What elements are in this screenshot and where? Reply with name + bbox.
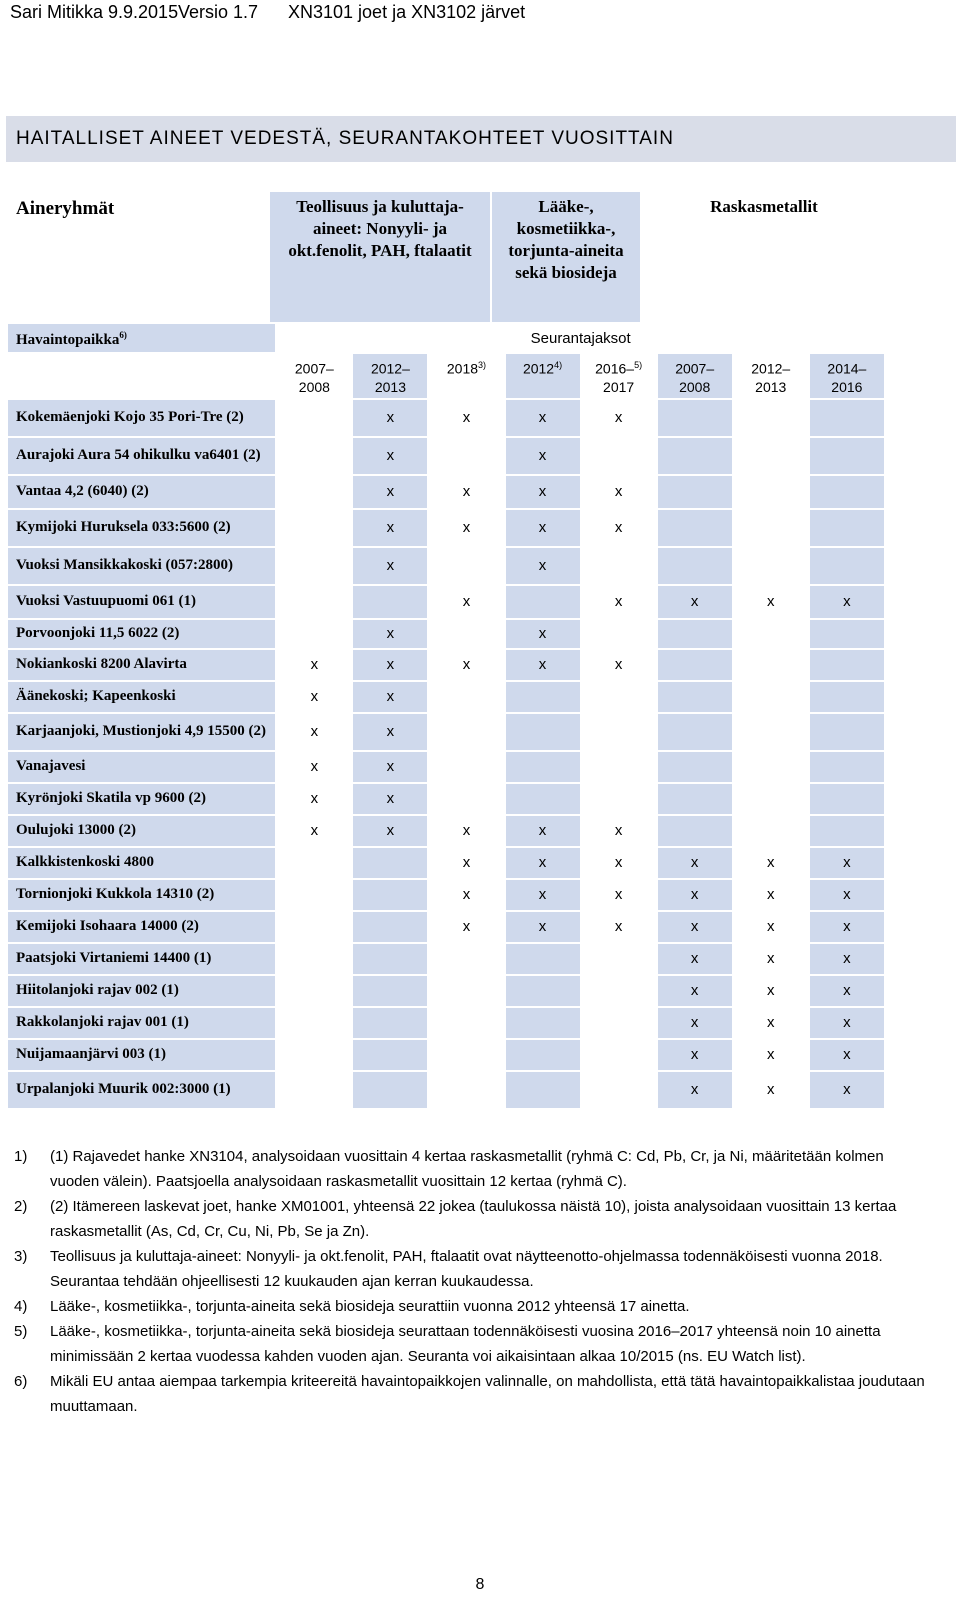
mark-cell: x	[428, 879, 504, 911]
mark-cell	[809, 547, 885, 585]
location-name: Vuoksi Vastuupuomi 061 (1)	[7, 585, 276, 619]
period-row	[7, 353, 885, 399]
mark-cell	[733, 783, 809, 815]
mark-cell: x	[505, 911, 581, 943]
mark-cell	[733, 547, 809, 585]
mark-cell	[276, 1071, 352, 1109]
footnote-number: 6)	[14, 1373, 28, 1390]
table-row	[7, 879, 885, 911]
mark-cell: x	[505, 619, 581, 649]
mark-cell: x	[505, 649, 581, 681]
footnote-number: 1)	[14, 1148, 28, 1165]
location-name: Tornionjoki Kukkola 14310 (2)	[7, 879, 276, 911]
mark-cell	[809, 509, 885, 547]
mark-cell	[276, 1039, 352, 1071]
mark-cell	[657, 437, 733, 475]
mark-cell: x	[352, 475, 428, 509]
footnote	[14, 1194, 934, 1244]
mark-cell	[657, 713, 733, 751]
period-row-spacer	[7, 353, 276, 399]
mark-cell: x	[352, 649, 428, 681]
mark-cell: x	[733, 847, 809, 879]
mark-cell	[428, 943, 504, 975]
table-row	[7, 815, 885, 847]
mark-cell	[505, 1071, 581, 1109]
mark-cell: x	[352, 713, 428, 751]
mark-cell	[505, 713, 581, 751]
mark-cell	[352, 847, 428, 879]
mark-cell	[276, 911, 352, 943]
mark-cell: x	[428, 509, 504, 547]
footnote	[14, 1294, 934, 1319]
mark-cell	[276, 847, 352, 879]
mark-cell	[657, 399, 733, 437]
mark-cell: x	[352, 681, 428, 713]
location-name: Karjaanjoki, Mustionjoki 4,9 15500 (2)	[7, 713, 276, 751]
mark-cell: x	[276, 783, 352, 815]
mark-cell	[809, 713, 885, 751]
page-header	[10, 2, 525, 23]
footnote-number: 2)	[14, 1198, 28, 1215]
mark-cell	[276, 509, 352, 547]
footnote	[14, 1244, 934, 1294]
location-name: Vuoksi Mansikkakoski (057:2800)	[7, 547, 276, 585]
mark-cell	[809, 815, 885, 847]
table-row	[7, 783, 885, 815]
location-name: Nokiankoski 8200 Alavirta	[7, 649, 276, 681]
mark-cell	[352, 1039, 428, 1071]
mark-cell: x	[352, 547, 428, 585]
mark-cell	[657, 783, 733, 815]
mark-cell	[657, 681, 733, 713]
period-1: 2012– 2013	[352, 353, 428, 399]
footnote-text: (1) Rajavedet hanke XN3104, analysoidaan vuosittain 4 kertaa raskasmetallit (ryhmä C: Cd, Pb, Cr, ja Ni, määritetään kolmen vuoden välein). Paatsjoella analysoidaan raskasmetallit vuosittain 12 kertaa (ryhmä C).	[50, 1148, 884, 1190]
footnote-number: 3)	[14, 1248, 28, 1265]
location-name: Kymijoki Huruksela 033:5600 (2)	[7, 509, 276, 547]
mark-cell	[505, 1007, 581, 1039]
mark-cell	[657, 509, 733, 547]
mark-cell: x	[733, 585, 809, 619]
footnote	[14, 1369, 934, 1419]
mark-cell	[276, 547, 352, 585]
banner-title: HAITALLISET AINEET VEDESTÄ, SEURANTAKOHTEET VUOSITTAIN	[16, 128, 674, 149]
table-row	[7, 649, 885, 681]
footnotes	[14, 1144, 934, 1419]
mark-cell: x	[428, 399, 504, 437]
location-name: Vantaa 4,2 (6040) (2)	[7, 475, 276, 509]
mark-cell	[428, 547, 504, 585]
mark-cell: x	[657, 1071, 733, 1109]
footnote-text: (2) Itämereen laskevat joet, hanke XM01001, yhteensä 22 jokea (taulukossa näistä 10), joista analysoidaan vuosittain 13 kertaa raskasmetallit (As, Cd, Cr, Cu, Ni, Pb, Se ja Zn).	[50, 1198, 897, 1240]
mark-cell	[276, 1007, 352, 1039]
period-0: 2007– 2008	[276, 353, 352, 399]
mark-cell	[276, 943, 352, 975]
mark-cell	[657, 619, 733, 649]
table-row	[7, 399, 885, 437]
mark-cell	[581, 975, 657, 1007]
mark-cell: x	[276, 713, 352, 751]
table-row	[7, 1007, 885, 1039]
page-number: 8	[475, 1576, 485, 1593]
mark-cell: x	[428, 815, 504, 847]
mark-cell: x	[581, 879, 657, 911]
mark-cell: x	[809, 1007, 885, 1039]
mark-cell: x	[733, 1039, 809, 1071]
mark-cell: x	[809, 1071, 885, 1109]
mark-cell	[733, 399, 809, 437]
mark-cell: x	[657, 911, 733, 943]
mark-cell	[657, 547, 733, 585]
mark-cell	[733, 509, 809, 547]
title-banner	[6, 116, 956, 162]
table-row	[7, 509, 885, 547]
mark-cell: x	[505, 437, 581, 475]
mark-cell	[428, 713, 504, 751]
mark-cell: x	[428, 649, 504, 681]
mark-cell	[352, 943, 428, 975]
mark-cell	[352, 1071, 428, 1109]
mark-cell	[505, 681, 581, 713]
mark-cell	[276, 475, 352, 509]
mark-cell	[428, 1007, 504, 1039]
mark-cell: x	[581, 649, 657, 681]
footnote-number: 4)	[14, 1298, 28, 1315]
mark-cell	[276, 399, 352, 437]
mark-cell: x	[505, 547, 581, 585]
table-row	[7, 1071, 885, 1109]
groups-label: Aineryhmät	[7, 191, 269, 329]
period-5: 2007– 2008	[657, 353, 733, 399]
mark-cell: x	[733, 975, 809, 1007]
mark-cell	[428, 751, 504, 783]
location-name: Urpalanjoki Muurik 002:3000 (1)	[7, 1071, 276, 1109]
group-pharma: Lääke-, kosmetiikka-, torjunta-aineita sekä biosideja	[491, 191, 641, 329]
mark-cell	[809, 751, 885, 783]
mark-cell: x	[733, 879, 809, 911]
mark-cell	[733, 475, 809, 509]
mark-cell	[428, 783, 504, 815]
table-row	[7, 847, 885, 879]
mark-cell	[276, 619, 352, 649]
mark-cell: x	[505, 879, 581, 911]
mark-cell: x	[809, 847, 885, 879]
table-row	[7, 943, 885, 975]
location-name: Äänekoski; Kapeenkoski	[7, 681, 276, 713]
location-header: Havaintopaikka$^{6)}$	[7, 323, 276, 353]
mark-cell: x	[428, 475, 504, 509]
mark-cell: x	[657, 1007, 733, 1039]
mark-cell: x	[657, 943, 733, 975]
mark-cell: x	[352, 399, 428, 437]
mark-cell	[352, 1007, 428, 1039]
header-author-date: Sari Mitikka 9.9.2015	[10, 2, 179, 22]
mark-cell	[276, 585, 352, 619]
mark-cell	[581, 1039, 657, 1071]
mark-cell: x	[428, 847, 504, 879]
mark-cell	[428, 681, 504, 713]
mark-cell	[352, 911, 428, 943]
table-row	[7, 619, 885, 649]
location-name: Aurajoki Aura 54 ohikulku va6401 (2)	[7, 437, 276, 475]
mark-cell	[733, 713, 809, 751]
table-row	[7, 585, 885, 619]
mark-cell: x	[809, 879, 885, 911]
mark-cell: x	[276, 649, 352, 681]
mark-cell	[428, 437, 504, 475]
location-name: Porvoonjoki 11,5 6022 (2)	[7, 619, 276, 649]
mark-cell	[809, 649, 885, 681]
period-4: 2016–$^{5)}$ 2017	[581, 353, 657, 399]
group-industrial: Teollisuus ja kuluttaja-aineet: Nonyyli- ja okt.fenolit, PAH, ftalaatit	[269, 191, 491, 329]
mark-cell: x	[276, 815, 352, 847]
mark-cell: x	[581, 509, 657, 547]
mark-cell: x	[276, 681, 352, 713]
mark-cell	[428, 619, 504, 649]
mark-cell: x	[657, 879, 733, 911]
mark-cell	[733, 649, 809, 681]
mark-cell	[505, 1039, 581, 1071]
mark-cell: x	[505, 815, 581, 847]
mark-cell	[428, 1071, 504, 1109]
period-6: 2012– 2013	[733, 353, 809, 399]
mark-cell	[809, 399, 885, 437]
monitoring-table	[6, 322, 886, 1110]
mark-cell: x	[581, 475, 657, 509]
mark-cell	[428, 1039, 504, 1071]
footnote-number: 5)	[14, 1323, 28, 1340]
mark-cell	[581, 943, 657, 975]
mark-cell	[809, 619, 885, 649]
period-3: 2012$^{4)}$	[505, 353, 581, 399]
mark-cell	[581, 713, 657, 751]
mark-cell: x	[809, 911, 885, 943]
period-7: 2014– 2016	[809, 353, 885, 399]
mark-cell	[581, 751, 657, 783]
period-2: 2018$^{3)}$	[428, 353, 504, 399]
mark-cell: x	[352, 751, 428, 783]
mark-cell: x	[657, 847, 733, 879]
mark-cell: x	[581, 847, 657, 879]
mark-cell	[581, 547, 657, 585]
table-row	[7, 475, 885, 509]
mark-cell: x	[733, 1007, 809, 1039]
location-name: Kalkkistenkoski 4800	[7, 847, 276, 879]
mark-cell	[733, 751, 809, 783]
mark-cell	[733, 437, 809, 475]
table-row	[7, 437, 885, 475]
mark-cell	[657, 649, 733, 681]
mark-cell: x	[352, 509, 428, 547]
footnote-text: Mikäli EU antaa aiempaa tarkempia kriteereitä havaintopaikkojen valinnalle, on mahdollista, että tätä havaintopaikkalistaa joudutaan muuttamaan.	[50, 1373, 925, 1415]
mark-cell: x	[809, 975, 885, 1007]
mark-cell: x	[733, 943, 809, 975]
mark-cell: x	[657, 585, 733, 619]
mark-cell	[809, 475, 885, 509]
mark-cell: x	[352, 619, 428, 649]
mark-cell	[276, 879, 352, 911]
mark-cell: x	[505, 509, 581, 547]
mark-cell	[276, 437, 352, 475]
header-subject: XN3101 joet ja XN3102 järvet	[288, 2, 526, 22]
mark-cell: x	[428, 911, 504, 943]
mark-cell: x	[352, 815, 428, 847]
location-name: Nuijamaanjärvi 003 (1)	[7, 1039, 276, 1071]
mark-cell	[733, 815, 809, 847]
table-row	[7, 547, 885, 585]
mark-cell	[505, 585, 581, 619]
mark-cell: x	[657, 975, 733, 1007]
mark-cell	[809, 681, 885, 713]
location-name: Rakkolanjoki rajav 001 (1)	[7, 1007, 276, 1039]
location-name: Paatsjoki Virtaniemi 14400 (1)	[7, 943, 276, 975]
mark-cell	[809, 783, 885, 815]
mark-cell: x	[352, 783, 428, 815]
table-row	[7, 713, 885, 751]
footnote-text: Lääke-, kosmetiikka-, torjunta-aineita sekä biosideja seurattaan todennäköisesti vuosina 2016–2017 yhteensä noin 10 ainetta minimissään 2 kertaa vuodessa kahden vuoden ajan. Seuranta voi aikaisintaan alkaa 10/2015 (ns. EU Watch list).	[50, 1323, 881, 1365]
location-name: Kokemäenjoki Kojo 35 Pori-Tre (2)	[7, 399, 276, 437]
mark-cell	[352, 879, 428, 911]
periods-header: Seurantajaksot	[276, 323, 885, 353]
mark-cell	[657, 751, 733, 783]
mark-cell: x	[581, 399, 657, 437]
mark-cell: x	[809, 1039, 885, 1071]
mark-cell	[581, 783, 657, 815]
mark-cell	[581, 1007, 657, 1039]
group-metals: Raskasmetallit	[641, 191, 887, 329]
table-row	[7, 911, 885, 943]
mark-cell	[352, 975, 428, 1007]
mark-cell: x	[733, 1071, 809, 1109]
mark-cell: x	[581, 815, 657, 847]
mark-cell: x	[352, 437, 428, 475]
mark-cell	[657, 815, 733, 847]
mark-cell	[733, 619, 809, 649]
header-version: Versio 1.7	[178, 2, 259, 22]
mark-cell	[276, 975, 352, 1007]
mark-cell: x	[809, 943, 885, 975]
footnote-text: Lääke-, kosmetiikka-, torjunta-aineita sekä biosideja seurattiin vuonna 2012 yhteensä 17 ainetta.	[50, 1298, 690, 1315]
footnote	[14, 1144, 934, 1194]
mark-cell	[581, 681, 657, 713]
table-row	[7, 1039, 885, 1071]
mark-cell: x	[428, 585, 504, 619]
mark-cell	[581, 619, 657, 649]
mark-cell: x	[581, 911, 657, 943]
location-name: Hiitolanjoki rajav 002 (1)	[7, 975, 276, 1007]
mark-cell	[505, 943, 581, 975]
mark-cell: x	[581, 585, 657, 619]
substance-groups-table	[6, 190, 888, 330]
mark-cell	[657, 475, 733, 509]
mark-cell	[428, 975, 504, 1007]
mark-cell	[581, 437, 657, 475]
footnote	[14, 1319, 934, 1369]
mark-cell	[581, 1071, 657, 1109]
mark-cell	[505, 751, 581, 783]
mark-cell: x	[505, 475, 581, 509]
location-name: Kemijoki Isohaara 14000 (2)	[7, 911, 276, 943]
mark-cell	[505, 783, 581, 815]
mark-cell: x	[657, 1039, 733, 1071]
mark-cell	[505, 975, 581, 1007]
mark-cell: x	[809, 585, 885, 619]
footnote-text: Teollisuus ja kuluttaja-aineet: Nonyyli- ja okt.fenolit, PAH, ftalaatit ovat näytteenotto-ohjelmassa todennäköisesti vuonna 2018. Seurantaa tehdään ohjeellisesti 12 kuukauden ajan kerran kuukaudessa.	[50, 1248, 883, 1290]
table-row	[7, 681, 885, 713]
location-name: Kyrönjoki Skatila vp 9600 (2)	[7, 783, 276, 815]
mark-cell: x	[733, 911, 809, 943]
mark-cell	[809, 437, 885, 475]
mark-cell: x	[505, 847, 581, 879]
table-row	[7, 975, 885, 1007]
location-name: Oulujoki 13000 (2)	[7, 815, 276, 847]
mark-cell: x	[505, 399, 581, 437]
mark-cell	[733, 681, 809, 713]
table-row	[7, 751, 885, 783]
location-name: Vanajavesi	[7, 751, 276, 783]
mark-cell	[352, 585, 428, 619]
mark-cell: x	[276, 751, 352, 783]
